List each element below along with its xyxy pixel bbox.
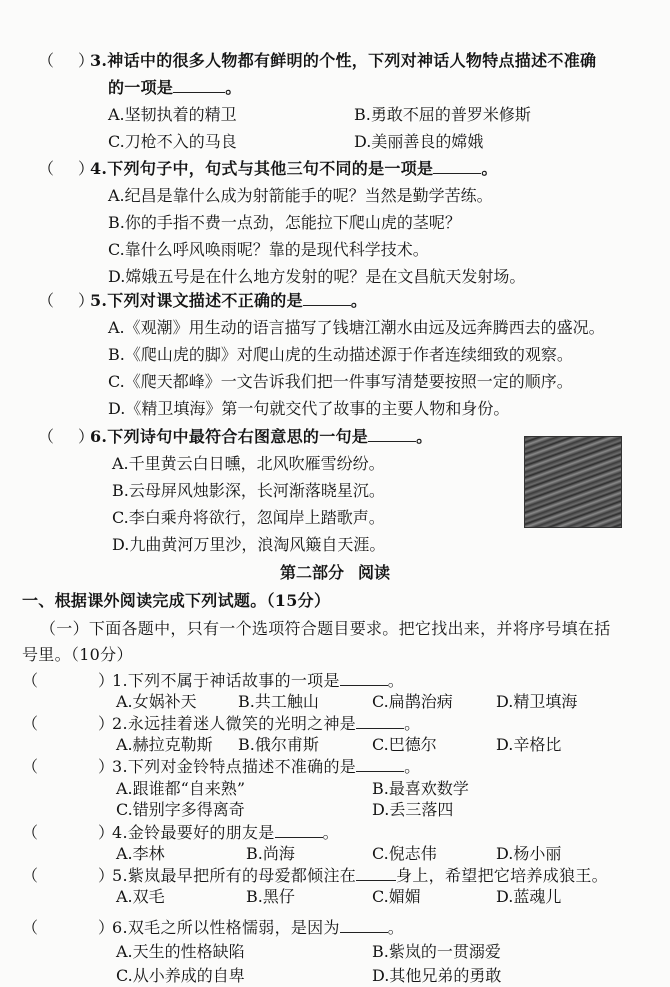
- part-title-sub: 阅读: [358, 563, 391, 582]
- stem-text: 的一项是: [108, 78, 174, 97]
- answer-bracket-open: （: [22, 757, 39, 776]
- answer-bracket-open: （: [22, 714, 39, 733]
- question-stem: [112, 822, 339, 844]
- stem-text: 3.下列对金铃特点描述不准确的是: [112, 757, 357, 776]
- option-d: D.《精卫填海》第一句就交代了故事的主要人物和身份。: [108, 399, 510, 418]
- question-stem: [112, 865, 608, 887]
- option-b: B.你的手指不费一点劲，怎能拉下爬山虎的茎呢？: [108, 213, 461, 232]
- stem-text: 6.下列诗句中最符合右图意思的一句是: [90, 427, 369, 446]
- option-b: B.俄尔甫斯: [238, 735, 319, 754]
- answer-bracket-close: ）: [98, 823, 115, 842]
- option-c: C.媚媚: [372, 887, 421, 906]
- option-a: A.女娲补天: [116, 692, 197, 711]
- answer-bracket-close: ）: [98, 714, 115, 733]
- answer-bracket-open: （: [38, 51, 55, 70]
- answer-bracket-open: （: [22, 866, 39, 885]
- question-stem-cont: [108, 77, 242, 99]
- answer-bracket-open: （: [22, 918, 39, 937]
- option-d: D.杨小丽: [496, 844, 562, 863]
- option-c: C.从小养成的自卑: [116, 966, 245, 985]
- stem-end: 。: [481, 159, 498, 178]
- option-d: D.嫦娥五号是在什么地方发射的呢？是在文昌航天发射场。: [108, 267, 526, 286]
- option-d: D.丢三落四: [372, 800, 454, 819]
- answer-bracket-close: ）: [98, 757, 115, 776]
- answer-blank[interactable]: [356, 714, 404, 729]
- option-a: A.坚韧执着的精卫: [108, 105, 237, 124]
- question-stem: [90, 158, 498, 180]
- answer-bracket-close: ）: [98, 918, 115, 937]
- answer-bracket-close: ）: [78, 51, 95, 70]
- stem-text: 1.下列不属于神话故事的一项是: [112, 671, 340, 690]
- stem-end: 身上，希望把它培养成狼王。: [396, 866, 608, 885]
- answer-bracket-open: （: [38, 159, 55, 178]
- answer-blank[interactable]: [368, 427, 416, 442]
- stem-text: 4.金铃最要好的朋友是: [112, 823, 275, 842]
- option-a: A.纪昌是靠什么成为射箭能手的呢？当然是勤学苦练。: [108, 186, 493, 205]
- question-stem: [112, 917, 404, 939]
- option-a: A.跟谁都“自来熟”: [116, 779, 246, 798]
- answer-blank[interactable]: [303, 291, 351, 306]
- question-stem: [90, 426, 432, 448]
- section-heading: 一、根据课外阅读完成下列试题。（15分）: [22, 591, 331, 610]
- stem-text: 5.紫岚最早把所有的母爱都倾注在: [112, 866, 357, 885]
- answer-blank[interactable]: [356, 757, 404, 772]
- answer-bracket-open: （: [38, 291, 55, 310]
- option-d: D.九曲黄河万里沙，浪淘风簸自天涯。: [112, 535, 386, 554]
- stem-end: 。: [387, 671, 405, 690]
- option-b: B.《爬山虎的脚》对爬山虎的生动描述源于作者连续细致的观察。: [108, 345, 573, 364]
- river-waves-picture: [524, 436, 622, 528]
- option-a: A.天生的性格缺陷: [116, 942, 245, 961]
- option-c: C.扁鹊治病: [372, 692, 453, 711]
- part-title-main: 第二部分: [279, 563, 344, 582]
- stem-text: 5.下列对课文描述不正确的是: [90, 291, 303, 310]
- option-a: A.《观潮》用生动的语言描写了钱塘江潮水由远及远奔腾西去的盛况。: [108, 318, 605, 337]
- option-b: B.最喜欢数学: [372, 779, 469, 798]
- option-b: B.云母屏风烛影深，长河渐落晓星沉。: [112, 481, 385, 500]
- option-c: C.刀枪不入的马良: [108, 132, 237, 151]
- option-c: C.倪志伟: [372, 844, 437, 863]
- answer-blank[interactable]: [356, 866, 396, 881]
- answer-blank[interactable]: [340, 671, 388, 686]
- answer-blank[interactable]: [433, 159, 481, 174]
- option-a: A.李林: [116, 844, 165, 863]
- sub-instruction-cont: 号里。（10分）: [22, 645, 133, 664]
- option-b: B.尚海: [246, 844, 295, 863]
- part-title: [0, 562, 670, 584]
- answer-bracket-close: ）: [98, 866, 115, 885]
- answer-bracket-open: （: [22, 671, 39, 690]
- stem-end: 。: [225, 78, 242, 97]
- stem-end: 。: [350, 291, 368, 310]
- option-c: C.李白乘舟将欲行，忽闻岸上踏歌声。: [112, 508, 385, 527]
- option-c: C.巴德尔: [372, 735, 437, 754]
- stem-end: 。: [322, 823, 339, 842]
- question-stem: [90, 290, 367, 312]
- stem-text: 4.下列句子中，句式与其他三句不同的是一项是: [90, 159, 434, 178]
- stem-end: 。: [416, 427, 433, 446]
- answer-bracket-close: ）: [78, 291, 95, 310]
- answer-bracket-open: （: [22, 823, 39, 842]
- option-c: C.《爬天都峰》一文告诉我们把一件事写清楚要按照一定的顺序。: [108, 372, 573, 391]
- answer-blank[interactable]: [340, 918, 388, 933]
- answer-blank[interactable]: [173, 78, 225, 93]
- answer-bracket-close: ）: [78, 159, 95, 178]
- option-d: D.美丽善良的嫦娥: [354, 132, 484, 151]
- option-b: B.勇敢不屈的普罗米修斯: [354, 105, 531, 124]
- stem-text: 6.双毛之所以性格懦弱，是因为: [112, 918, 340, 937]
- option-d: D.精卫填海: [496, 692, 578, 711]
- stem-end: 。: [404, 757, 421, 776]
- option-b: B.共工触山: [238, 692, 319, 711]
- question-stem: [112, 713, 420, 735]
- answer-blank[interactable]: [275, 823, 323, 838]
- option-a: A.千里黄云白日曛，北风吹雁雪纷纷。: [112, 454, 385, 473]
- answer-bracket-close: ）: [98, 671, 115, 690]
- option-a: A.双毛: [116, 887, 165, 906]
- option-b: B.紫岚的一贯溺爱: [372, 942, 501, 961]
- option-b: B.黑仔: [246, 887, 295, 906]
- option-d: D.辛格比: [496, 735, 562, 754]
- question-stem: [112, 670, 404, 692]
- answer-bracket-close: ）: [78, 427, 95, 446]
- answer-bracket-open: （: [38, 427, 55, 446]
- stem-end: 。: [387, 918, 405, 937]
- option-c: C.错别字多得离奇: [116, 800, 245, 819]
- question-stem: [112, 756, 420, 778]
- stem-end: 。: [404, 714, 421, 733]
- option-a: A.赫拉克勒斯: [116, 735, 213, 754]
- option-d: D.其他兄弟的勇敢: [372, 966, 502, 985]
- question-stem: 3.神话中的很多人物都有鲜明的个性，下列对神话人物特点描述不准确: [90, 51, 597, 70]
- stem-text: 2.永远挂着迷人微笑的光明之神是: [112, 714, 357, 733]
- option-c: C.靠什么呼风唤雨呢？靠的是现代科学技术。: [108, 240, 429, 259]
- option-d: D.蓝魂儿: [496, 887, 562, 906]
- sub-instruction: （一）下面各题中，只有一个选项符合题目要求。把它找出来，并将序号填在括: [40, 619, 611, 638]
